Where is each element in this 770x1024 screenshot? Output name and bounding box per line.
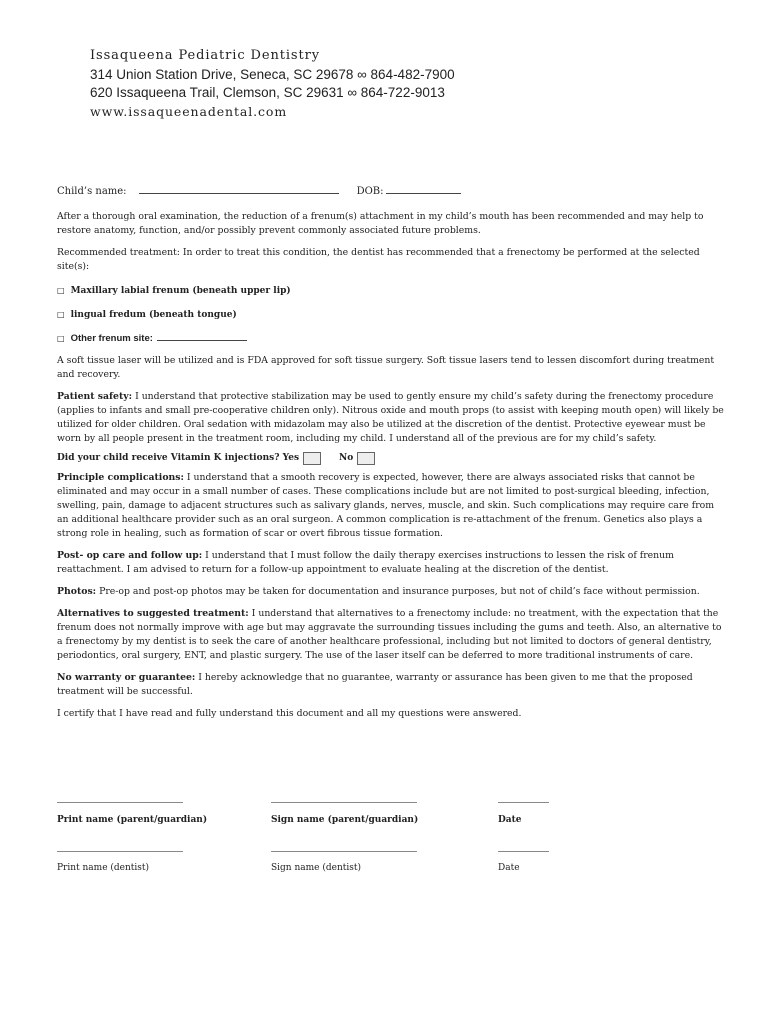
other-site-field[interactable] xyxy=(157,332,247,341)
date1-line[interactable] xyxy=(498,801,549,803)
photos-heading: Photos: xyxy=(57,586,97,597)
child-name-field[interactable] xyxy=(139,184,339,194)
date1-label: Date xyxy=(498,815,522,825)
print-parent-line[interactable] xyxy=(57,801,183,803)
alternatives-heading: Alternatives to suggested treatment: xyxy=(57,608,249,619)
warranty-heading: No warranty or guarantee: xyxy=(57,672,196,683)
complications-text: I understand that a smooth recovery is expected, however, there are always associated risks that cannot be eliminated and may occur in a small number of cases. These complications include but are not limited to post-surgical bleeding, infection, swelling, pain, damage to adjacent structures such as salivary glands, nerves, muscle, and skin. Such complications may require care from an additional healthcare provider such as an oral surgeon. A common complication is re-attachment of the frenum. Genetics also plays a strong role in healing, such as formation of scar or overt fibrous tissue formation. xyxy=(57,472,715,539)
dob-label: DOB: xyxy=(356,186,384,197)
checkbox-icon[interactable]: □ xyxy=(57,334,65,343)
certify-paragraph: I certify that I have read and fully understand this document and all my questions were answered. xyxy=(57,708,522,719)
safety-text: I understand that protective stabilization may be used to gently ensure my child’s safety during the frenectomy procedure (applies to infants and small pre-cooperative children only). Nitrous oxide and mouth props (to assist with keeping mouth open) will likely be utilized for older children. Oral sedation with midazolam may also be utilized at the discretion of the dentist. Protective eyewear must be worn by all people present in the treatment room, including my child. I understand all of the previous are for my child’s safety. xyxy=(57,391,724,444)
vitamin-k-yes-checkbox[interactable] xyxy=(303,452,321,465)
option-lingual[interactable] xyxy=(57,308,727,322)
option-maxillary[interactable] xyxy=(57,284,727,298)
sign-parent-line[interactable] xyxy=(271,801,417,803)
date2-label: Date xyxy=(498,863,520,873)
complications-heading: Principle complications: xyxy=(57,472,184,483)
postop-text: I understand that I must follow the daily therapy exercises instructions to lessen the risk of frenum reattachment. I am advised to return for a follow-up appointment to evaluate healing at the discretion of the dentist. xyxy=(57,550,674,575)
photos-paragraph xyxy=(57,585,727,599)
child-info-line xyxy=(57,184,727,200)
laser-paragraph: A soft tissue laser will be utilized and is FDA approved for soft tissue surgery. Soft tissue lasers tend to lessen discomfort during treatment and recovery. xyxy=(57,355,715,380)
checkbox-icon[interactable]: □ xyxy=(57,310,65,319)
dob-field[interactable] xyxy=(386,184,461,194)
safety-paragraph xyxy=(57,390,727,446)
checkbox-icon[interactable]: □ xyxy=(57,286,65,295)
safety-heading: Patient safety: xyxy=(57,391,133,402)
complications-paragraph xyxy=(57,471,727,541)
sign-dentist-line[interactable] xyxy=(271,850,417,852)
photos-text: Pre-op and post-op photos may be taken for documentation and insurance purposes, but not of child’s face without permission. xyxy=(96,586,700,597)
vitamin-k-question xyxy=(57,451,727,465)
alternatives-paragraph xyxy=(57,607,727,663)
dentist-signature-row xyxy=(57,845,557,885)
parent-signature-row xyxy=(57,796,557,836)
postop-heading: Post- op care and follow up: xyxy=(57,550,203,561)
option-other[interactable] xyxy=(57,332,727,346)
print-dentist-line[interactable] xyxy=(57,850,183,852)
vitamin-k-label: Did your child receive Vitamin K injections? xyxy=(57,453,280,463)
website: www.issaqueenadental.com xyxy=(90,103,288,119)
clinic-name: Issaqueena Pediatric Dentistry xyxy=(90,48,320,63)
option-lingual-label: lingual fredum (beneath tongue) xyxy=(70,310,237,320)
letterhead xyxy=(90,47,610,121)
warranty-text: I hereby acknowledge that no guarantee, warranty or assurance has been given to me that the proposed treatment will be successful. xyxy=(57,672,693,697)
address-seneca: 314 Union Station Drive, Seneca, SC 29678 ∞ 864-482-7900 xyxy=(90,66,455,82)
warranty-paragraph xyxy=(57,671,727,699)
form-body xyxy=(57,184,727,721)
postop-paragraph xyxy=(57,549,727,577)
vitamin-k-no-checkbox[interactable] xyxy=(357,452,375,465)
option-maxillary-label: Maxillary labial frenum (beneath upper lip) xyxy=(70,286,291,296)
recommended-paragraph: Recommended treatment: In order to treat this condition, the dentist has recommended that a frenectomy be performed at the selected site(s): xyxy=(57,247,700,272)
sign-parent-label: Sign name (parent/guardian) xyxy=(271,815,419,825)
print-dentist-label: Print name (dentist) xyxy=(57,863,150,873)
sign-dentist-label: Sign name (dentist) xyxy=(271,863,361,873)
child-name-label: Child’s name: xyxy=(57,186,127,197)
intro-paragraph: After a thorough oral examination, the reduction of a frenum(s) attachment in my child’s mouth has been recommended and may help to restore anatomy, function, and/or possibly prevent commonly associated future problems. xyxy=(57,211,704,236)
print-parent-label: Print name (parent/guardian) xyxy=(57,815,208,825)
vitamin-k-no-label: No xyxy=(339,453,354,463)
option-other-label: Other frenum site: xyxy=(70,333,153,344)
vitamin-k-yes-label: Yes xyxy=(282,453,300,463)
date2-line[interactable] xyxy=(498,850,549,852)
alternatives-text: I understand that alternatives to a frenectomy include: no treatment, with the expectation that the frenum does not normally improve with age but may aggravate the surrounding tissues including the gums and teeth. Also, an alternative to a frenectomy by my dentist is to seek the care of another healthcare professional, including but not limited to doctors of general dentistry, periodontics, oral surgery, ENT, and plastic surgery. The use of the laser itself can be deferred to more traditional instruments of care. xyxy=(57,608,722,661)
address-clemson: 620 Issaqueena Trail, Clemson, SC 29631 ∞ 864-722-9013 xyxy=(90,85,445,100)
